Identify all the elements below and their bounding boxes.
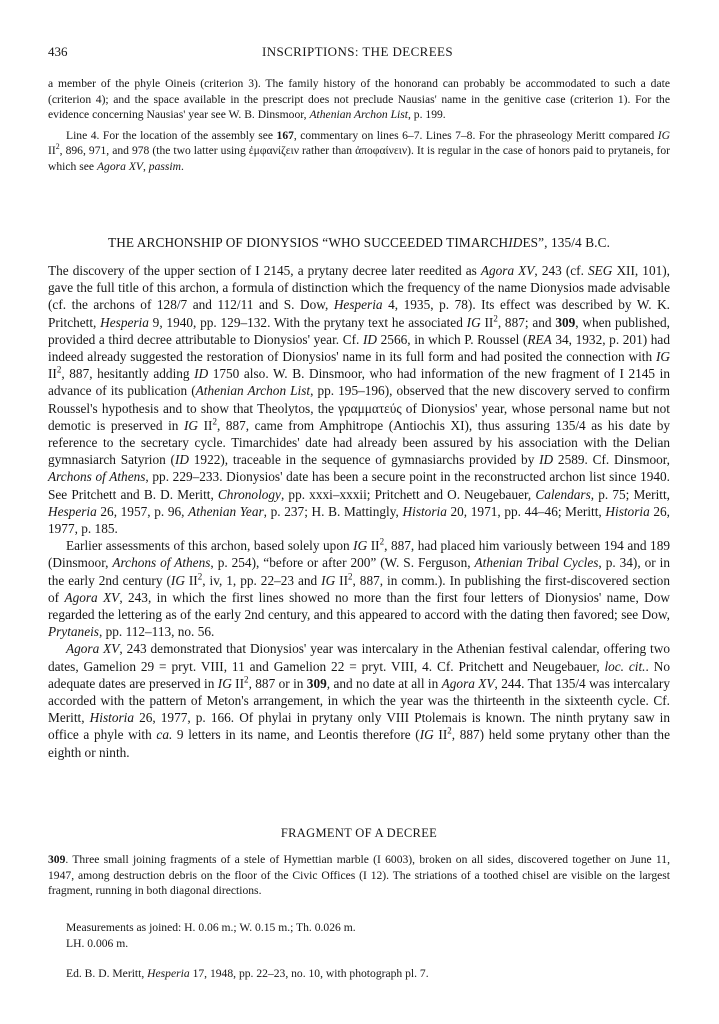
commentary-paragraph-2: Line 4. For the location of the assembly see 167, commentary on lines 6–7. Lines 7–8. For the phraseology Meritt compared IG $II^2$, 896, 971, and 978 (the two latter using ἐμφανίζειν rather than ἀποφαίνειν). It is regular in the case of honors paid to prytaneis, for which see Agora XV, passim. (48, 128, 671, 173)
fragment-section-body (48, 852, 670, 899)
commentary-paragraph-1: a member of the phyle Oineis (criterion 3). The family history of the honorand can probably be accommodated to such a date (criterion 4); and the space available in the prescript does not preclude Nausias' name in the genitive case (criterion 1). For the evidence concerning Nausias' year see W. B. Dinsmoor, Athenian Archon List, p. 199. (48, 77, 670, 122)
archonship-paragraph-1: The discovery of the upper section of I 2145, a prytany decree later reedited as Agora XV, 243 (cf. SEG XII, 101), gave the full title of this archon, a formula of distinction which the frequency of the name Dionysios made advisable (cf. the archons of 128/7 and 112/11 and S. Dow, Hesperia 4, 1935, p. 78). Its effect was described by W. K. Pritchett, Hesperia 9, 1940, pp. 129–132. With the prytany text he associated IG $II^2$, 887; and 309, when published, provided a third decree attributable to Dionysios' year. Cf. ID 2566, in which P. Roussel (REA 34, 1932, p. 201) had indeed already suggested the restoration of Dionysios' name in its full form and had posited the connection with IG $II^2$, 887, hesitantly adding ID 1750 also. W. B. Dinsmoor, who had information of the new fragment of I 2145 in advance of its publication (Athenian Archon List, pp. 195–196), observed that the new discovery served to confirm Roussel's hypothesis and to show that Theolytos, the γραμματεύς of Dionysios' year, whose personal name but not demotic is preserved in IG $II^2$, 887, came from Amphitrope (Antiochis XI), thus assuring 135/4 as his date by reference to the secretary cycle. Timarchides' date had already been assured by his association with the Delian gymnasiarch Satyrion (ID 1922), traceable in the sequence of gymnasiarchs provided by ID 2589. Cf. Dinsmoor, Archons of Athens, pp. 229–233. Dionysios' date has been a secure point in the reconstructed archon list since 1940. See Pritchett and B. D. Meritt, Chronology, pp. xxxi–xxxii; Pritchett and O. Neugebauer, Calendars, p. 75; Meritt, Hesperia 26, 1957, p. 96, Athenian Year, p. 237; H. B. Mattingly, Historia 20, 1971, pp. 44–46; Meritt, Historia 26, 1977, p. 185. (48, 263, 671, 537)
measurements-block (48, 920, 670, 951)
fragment-description: 309. Three small joining fragments of a stele of Hymettian marble (I 6003), broken on all sides, discovered together on June 11, 1947, among destruction debris on the floor of the Civic Offices (I 12). The striations of a toothed chisel are visible on the largest fragment, running in both diagonal directions. (48, 853, 670, 898)
section-title-archonship: THE ARCHONSHIP OF DIONYSIOS “WHO SUCCEEDED TIMARCHIDES”, 135/4 B.C. (107, 235, 611, 250)
archonship-section-body (48, 262, 670, 761)
measurements-line: Measurements as joined: H. 0.06 m.; W. 0.15 m.; Th. 0.026 m. (66, 921, 356, 934)
edition-block (48, 966, 670, 982)
commentary-block (48, 76, 670, 175)
running-head: INSCRIPTIONS: THE DECREES (261, 44, 454, 59)
letter-height-line: LH. 0.006 m. (66, 936, 129, 950)
page-header (48, 44, 667, 64)
edition-line: Ed. B. D. Meritt, Hesperia 17, 1948, pp. 22–23, no. 10, with photograph pl. 7. (66, 967, 429, 980)
archonship-paragraph-2: Earlier assessments of this archon, based solely upon IG $II^2$, 887, had placed him variously between 194 and 189 (Dinsmoor, Archons of Athens, p. 254), “before or after 200” (W. S. Ferguson, Athenian Tribal Cycles, p. 34), or in the early 2nd century (IG $II^2$, iv, 1, pp. 22–23 and IG $II^2$, 887, in comm.). In publishing the first-discovered section of Agora XV, 243, in which the first lines showed no more than the first four letters of Dionysios' name, Dow regarded the lettering as of the early 2nd century, and this appeared to accord with the dating then favored; see Dow, Prytaneis, pp. 112–113, no. 56. (48, 536, 671, 640)
archonship-paragraph-3: Agora XV, 243 demonstrated that Dionysios' year was intercalary in the Athenian festival calendar, offering two dates, Gamelion 29 = pryt. VIII, 11 and Gamelion 22 = pryt. VIII, 4. Cf. Pritchett and Neugebauer, loc. cit.. No adequate dates are preserved in IG $II^2$, 887 or in 309, and no date at all in Agora XV, 244. That 135/4 was intercalary accorded with the pattern of Meton's arrangement, in which the year was the thirteenth in the sixteenth cycle. Cf. Meritt, Historia 26, 1977, p. 166. Of phylai in prytany only VIII Ptolemais is known. The ninth prytany saw in office a phyle with ca. 9 letters in its name, and Leontis therefore (IG $II^2$, 887) held some prytany other than the eighth or ninth. (48, 641, 671, 760)
page-number: 436 (48, 44, 68, 59)
section-title-fragment: FRAGMENT OF A DECREE (280, 826, 438, 840)
